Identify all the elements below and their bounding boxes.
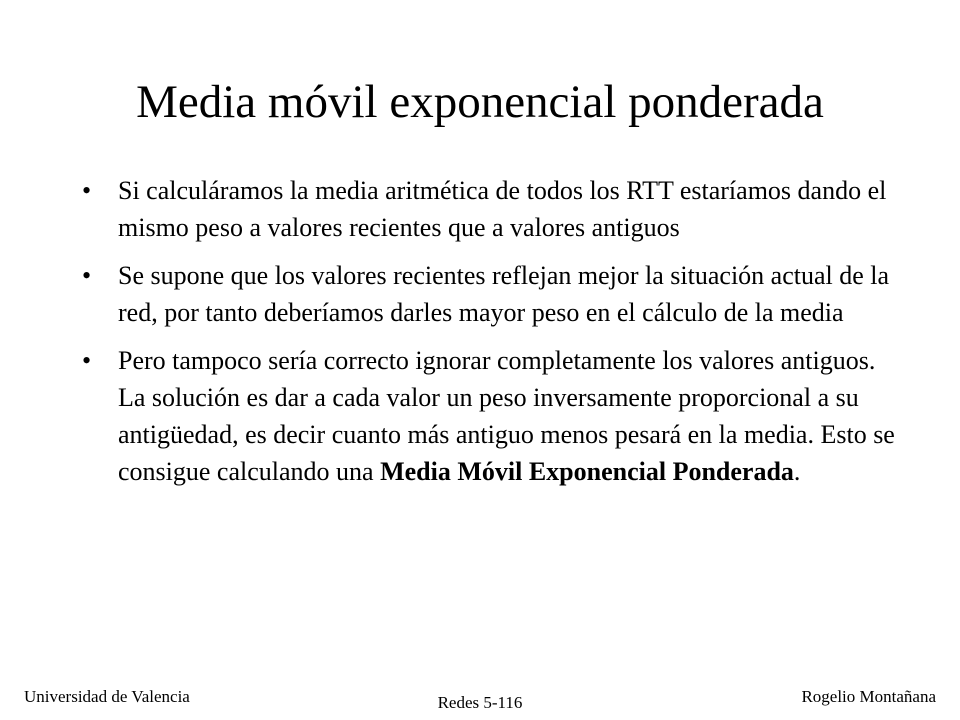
footer-author: Rogelio Montañana [801, 687, 936, 706]
bullet-marker: • [82, 346, 92, 375]
bullet-marker: • [82, 176, 92, 205]
bullet-item [80, 172, 900, 246]
bullet-item [80, 257, 900, 331]
bullet-text-bold: Media Móvil Exponencial Ponderada [380, 457, 794, 486]
bullet-text: Si calculáramos la media aritmética de todos los RTT estaríamos dando el mismo peso a valores recientes que a valores antiguos [118, 176, 887, 242]
bullet-list [80, 172, 900, 501]
bullet-text-before: Pero tampoco sería correcto ignorar completamente los valores antiguos. La solución es dar a cada valor un peso inversamente proporcional a su antigüedad, es decir cuanto más antiguo menos pesará en la media. Esto se consigue calculando una [118, 346, 895, 486]
slide-title: Media móvil exponencial ponderada [136, 76, 824, 128]
footer-page-number: Redes 5-116 [437, 693, 523, 712]
bullet-text: Se supone que los valores recientes reflejan mejor la situación actual de la red, por tanto deberíamos darles mayor peso en el cálculo de la media [118, 261, 890, 327]
footer-institution: Universidad de Valencia [24, 687, 190, 706]
bullet-text [118, 346, 895, 486]
bullet-marker: • [82, 261, 92, 290]
bullet-item [80, 342, 900, 490]
bullet-text-after: . [793, 457, 801, 486]
